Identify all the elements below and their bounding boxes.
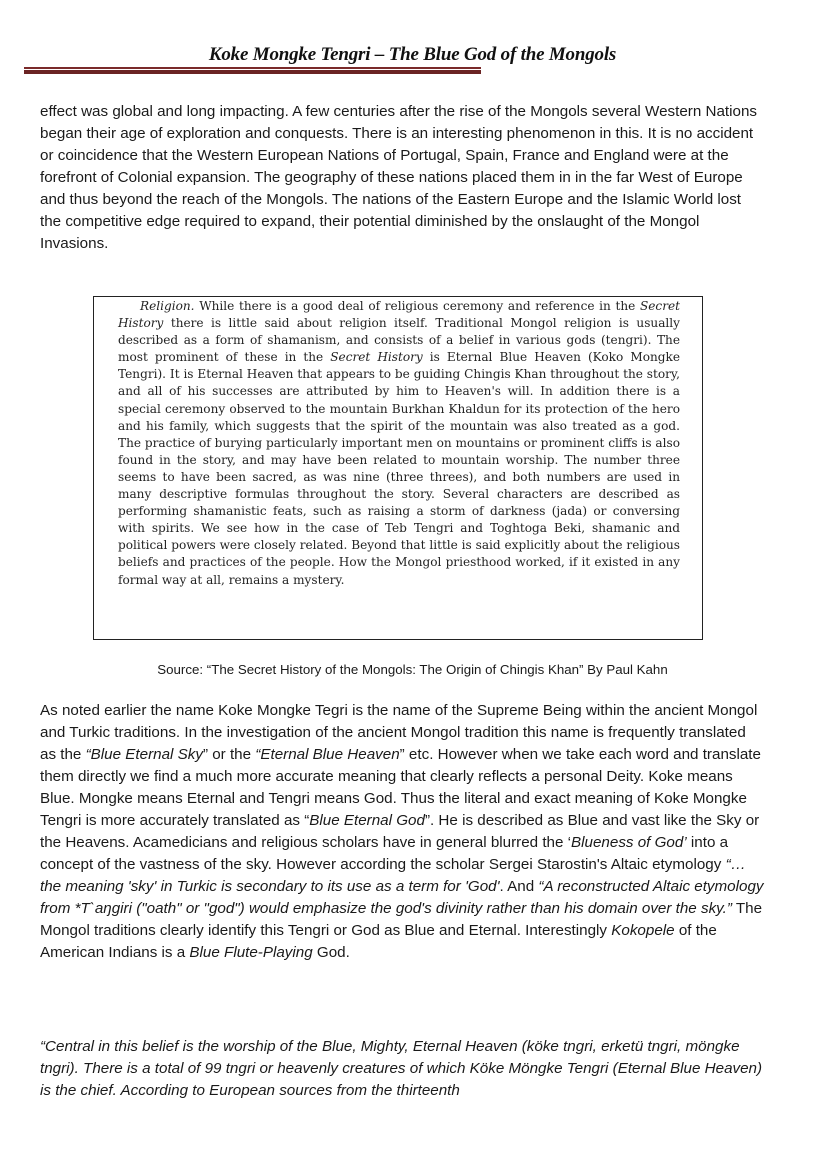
header-rule-thick [24, 70, 481, 74]
quote-lead: Religion. [140, 299, 195, 313]
header-rule-thin [24, 67, 481, 69]
page-header-title: Koke Mongke Tengri – The Blue God of the Mongols [208, 44, 617, 65]
paragraph-3-quote: “Central in this belief is the worship of the Blue, Mighty, Eternal Heaven (köke tngri, erketü tngri, möngke tngri). There is a total of 99 tngri or heavenly creatures of which Köke Möngke Tengri (Eternal Blue Heaven) is the chief. According to European sources from the thirteenth [40, 1038, 763, 1099]
quote-excerpt: Religion. While there is a good deal of religious ceremony and reference in the Secret History there is little said about religion itself. Traditional Mongol religion is usually described as a form of shamanism, and consists of a belief in various gods (tengri). The most prominent of these in the Secret History is Eternal Blue Heaven (Koko Mongke Tengri). It is Eternal Heaven that appears to be guiding Chingis Khan throughout the story, and all of his successes are attributed by him to Heaven's will. In addition there is a special ceremony observed to the mountain Burkhan Khaldun for its protection of the hero and his family, which suggests that the spirit of the mountain was also treated as a god. The practice of burying particularly important men on mountains or prominent cliffs is also found in the story, and may have been related to mountain worship. The number three seems to have been sacred, as was nine (three threes), and both numbers are used in many descriptive formulas throughout the story. Several characters are described as performing shamanistic feats, such as raising a storm of darkness (jada) or conversing with spirits. We see how in the case of Teb Tengri and Toghtoga Beki, shamanic and political powers were closely related. Beyond that little is said explicitly about the religious beliefs and practices of the people. How the Mongol priesthood worked, if it existed in any formal way at all, remains a mystery. [118, 299, 680, 587]
paragraph-2: As noted earlier the name Koke Mongke Tegri is the name of the Supreme Being within the ancient Mongol and Turkic traditions. In the investigation of the ancient Mongol tradition this name is frequently translated as the “Blue Eternal Sky” or the “Eternal Blue Heaven” etc. However when we take each word and translate them directly we find a much more accurate meaning that clearly reflects a personal Deity. Koke means Blue. Mongke means Eternal and Tengri means God. Thus the literal and exact meaning of Koke Mongke Tengri is more accurately translated as “Blue Eternal God”. He is described as Blue and vast like the Sky or the Heavens. Acamedicians and religious scholars have in general blurred the ‘Blueness of God’ into a concept of the vastness of the sky. However according the scholar Sergei Starostin's Altaic etymology “…the meaning 'sky' in Turkic is secondary to its use as a term for 'God'. And “A reconstructed Altaic etymology from *T`aŋgiri ("oath" or "god") would emphasize the god's divinity rather than his domain over the sky.” The Mongol traditions clearly identify this Tengri or God as Blue and Eternal. Interestingly Kokopele of the American Indians is a Blue Flute-Playing God. [40, 702, 764, 961]
source-citation: Source: “The Secret History of the Mongols: The Origin of Chingis Khan” By Paul Kahn [157, 662, 668, 677]
paragraph-1: effect was global and long impacting. A few centuries after the rise of the Mongols several Western Nations began their age of exploration and conquests. There is an interesting phenomenon in this. It is no accident or coincidence that the Western European Nations of Portugal, Spain, France and England were at the forefront of Colonial expansion. The geography of these nations placed them in in the far West of Europe and thus beyond the reach of the Mongols. The nations of the Eastern Europe and the Islamic World lost the competitive edge required to expand, their potential diminished by the onslaught of the Mongol Invasions. [40, 103, 758, 252]
